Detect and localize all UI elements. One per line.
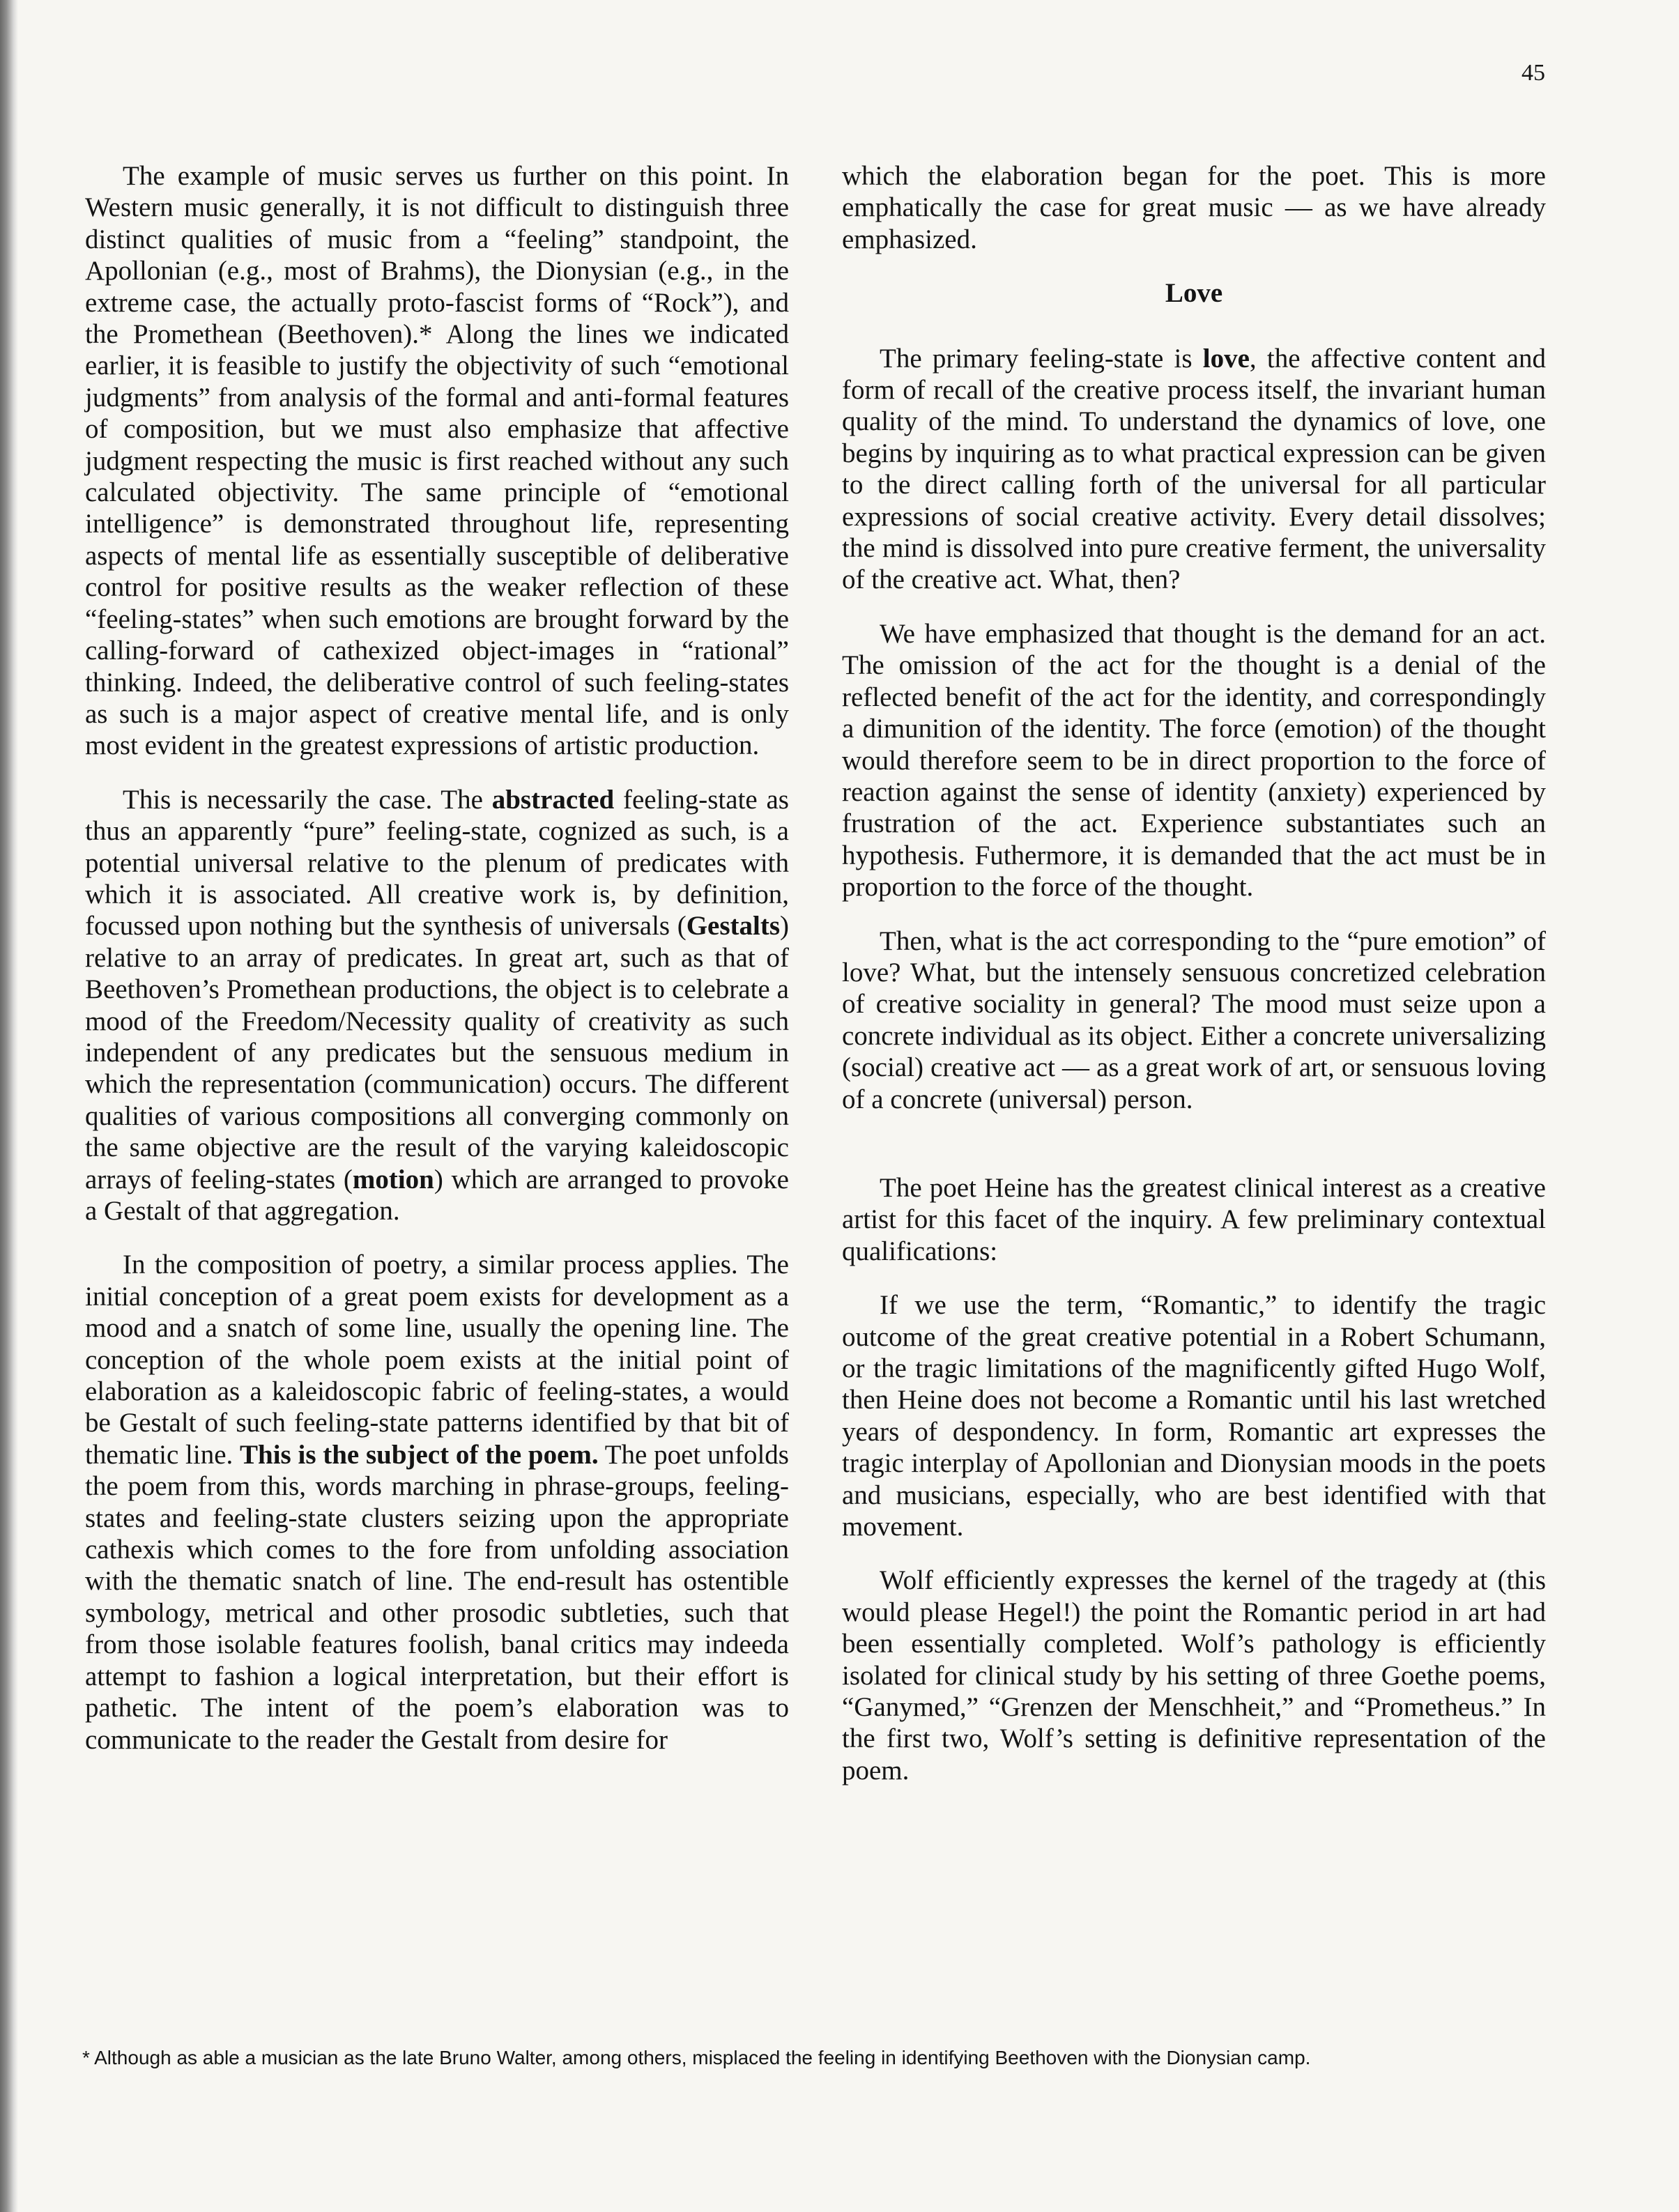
footnote: * Although as able a musician as the late Bruno Walter, among others, misplaced the feeling in identifying Beethoven with the Dionysian camp.	[82, 2047, 1311, 2068]
bold-term-abstracted: abstracted	[491, 784, 615, 815]
paragraph-primary-feeling-state: The primary feeling-state is love, the affective content and form of recall of the creative process itself, the invariant human quality of the mind. To understand the dynamics of love, one begins by inquiring as to what practical expression can be given to the direct calling forth of the universal for all particular expressions of social creative activity. Every detail dissolves; the mind is dissolved into pure creative ferment, the universality of the creative act. What, then?	[842, 343, 1546, 595]
paragraph-pure-emotion: Then, what is the act corresponding to the “pure emotion” of love? What, but the intensely sensuous concretized celebration of creative sociality in general? The mood must seize upon a concrete individual as its object. Either a concrete universalizing (social) creative act — as a great work of art, or sensuous loving of a concrete (universal) person.	[842, 925, 1546, 1114]
paragraph-music-qualities: The example of music serves us further on this point. In Western music generally, it is not difficult to distinguish three distinct qualities of music from a “feeling” standpoint, the Apollonian (e.g., most of Brahms), the Dionysian (e.g., in the extreme case, the actually proto-fascist forms of “Rock”), and the Promethean (Beethoven).* Along the lines we indicated earlier, it is feasible to justify the objectivity of such “emotional judgments” from analysis of the formal and anti-formal features of composition, but we must also emphasize that affective judgment respecting the music is first reached without any such calculated objectivity. The same principle of “emotional intelligence” is demonstrated throughout life, representing aspects of mental life as essentially susceptible of deliberative control for positive results as the weaker reflection of these “feeling-states” when such emotions are brought forward by the calling-forward of cathexized object-images in “rational” thinking. Indeed, the deliberative control of such feeling-states as such is a major aspect of creative mental life, and is only most evident in the greatest expressions of artistic production.	[85, 161, 789, 761]
right-column	[842, 160, 1546, 1808]
page-number: 45	[1521, 60, 1545, 86]
bold-term-love: love	[1202, 343, 1250, 374]
paragraph-romantic: If we use the term, “Romantic,” to identify the tragic outcome of the great creative potential in a Robert Schumann, or the tragic limitations of the magnificently gifted Hugo Wolf, then Heine does not become a Romantic until his last wretched years of despondency. In form, Romantic art expresses the tragic interplay of Apollonian and Dionysian moods in the poets and musicians, especially, who are best identified with that movement.	[842, 1290, 1546, 1542]
section-heading-love: Love	[1165, 278, 1223, 309]
scan-edge	[0, 0, 18, 2212]
left-column	[85, 160, 789, 1778]
paragraph-continuation: which the elaboration began for the poet. This is more emphatically the case for great music — as we have already emphasized.	[842, 161, 1546, 254]
paragraph-heine: The poet Heine has the greatest clinical interest as a creative artist for this facet of the inquiry. A few preliminary contextual qualifications:	[842, 1172, 1546, 1266]
bold-term-motion: motion	[352, 1164, 434, 1195]
bold-term-gestalts: Gestalts	[686, 911, 780, 942]
bold-subject-of-poem: This is the subject of the poem.	[240, 1439, 599, 1470]
paragraph-wolf: Wolf efficiently expresses the kernel of the tragedy at (this would please Hegel!) the point the Romantic period in art had been essentially completed. Wolf’s pathology is efficiently isolated for clinical study by his setting of three Goethe poems, “Ganymed,” “Grenzen der Menschheit,” and “Prometheus.” In the first two, Wolf’s setting is definitive representation of the poem.	[842, 1565, 1546, 1785]
paragraph-abstracted-feeling-state: This is necessarily the case. The abstracted feeling-state as thus an apparently “pure” feeling-state, cognized as such, is a potential universal relative to the plenum of predicates with which it is associated. All creative work is, by definition, focussed upon nothing but the synthesis of universals (Gestalts) relative to an array of predicates. In great art, such as that of Beethoven’s Promethean productions, the object is to celebrate a mood of the Freedom/Necessity quality of creativity as such independent of any predicates but the sensuous medium in which the representation (communication) occurs. The different qualities of various compositions all converging commonly on the same objective are the result of the varying kaleidoscopic arrays of feeling-states (motion) which are arranged to provoke a Gestalt of that aggregation.	[85, 784, 789, 1226]
paragraph-composition-of-poetry: In the composition of poetry, a similar process applies. The initial conception of a great poem exists for development as a mood and a snatch of some line, usually the opening line. The conception of the whole poem exists at the initial point of elaboration as a kaleidoscopic fabric of feeling-states, a would be Gestalt of such feeling-state patterns identified by that bit of thematic line. This is the subject of the poem. The poet unfolds the poem from this, words marching in phrase-groups, feeling-states and feeling-state clusters seizing upon the appropriate cathexis which comes to the fore from unfolding association with the thematic snatch of line. The end-result has ostentible symbology, metrical and other prosodic subtleties, such that from those isolable features foolish, banal critics may indeeda attempt to fashion a logical interpretation, but their effort is pathetic. The intent of the poem’s elaboration was to communicate to the reader the Gestalt from desire for	[85, 1250, 789, 1755]
paragraph-thought-and-act: We have emphasized that thought is the demand for an act. The omission of the act for the thought is a denial of the reflected benefit of the act for the identity, and correspondingly a dimunition of the identity. The force (emotion) of the thought would therefore seem to be in direct proportion to the force of reaction against the sense of identity (anxiety) experienced by frustration of the act. Experience substantiates such an hypothesis. Futhermore, it is demanded that the act must be in proportion to the force of the thought.	[842, 618, 1546, 903]
section-gap	[842, 1137, 1546, 1172]
